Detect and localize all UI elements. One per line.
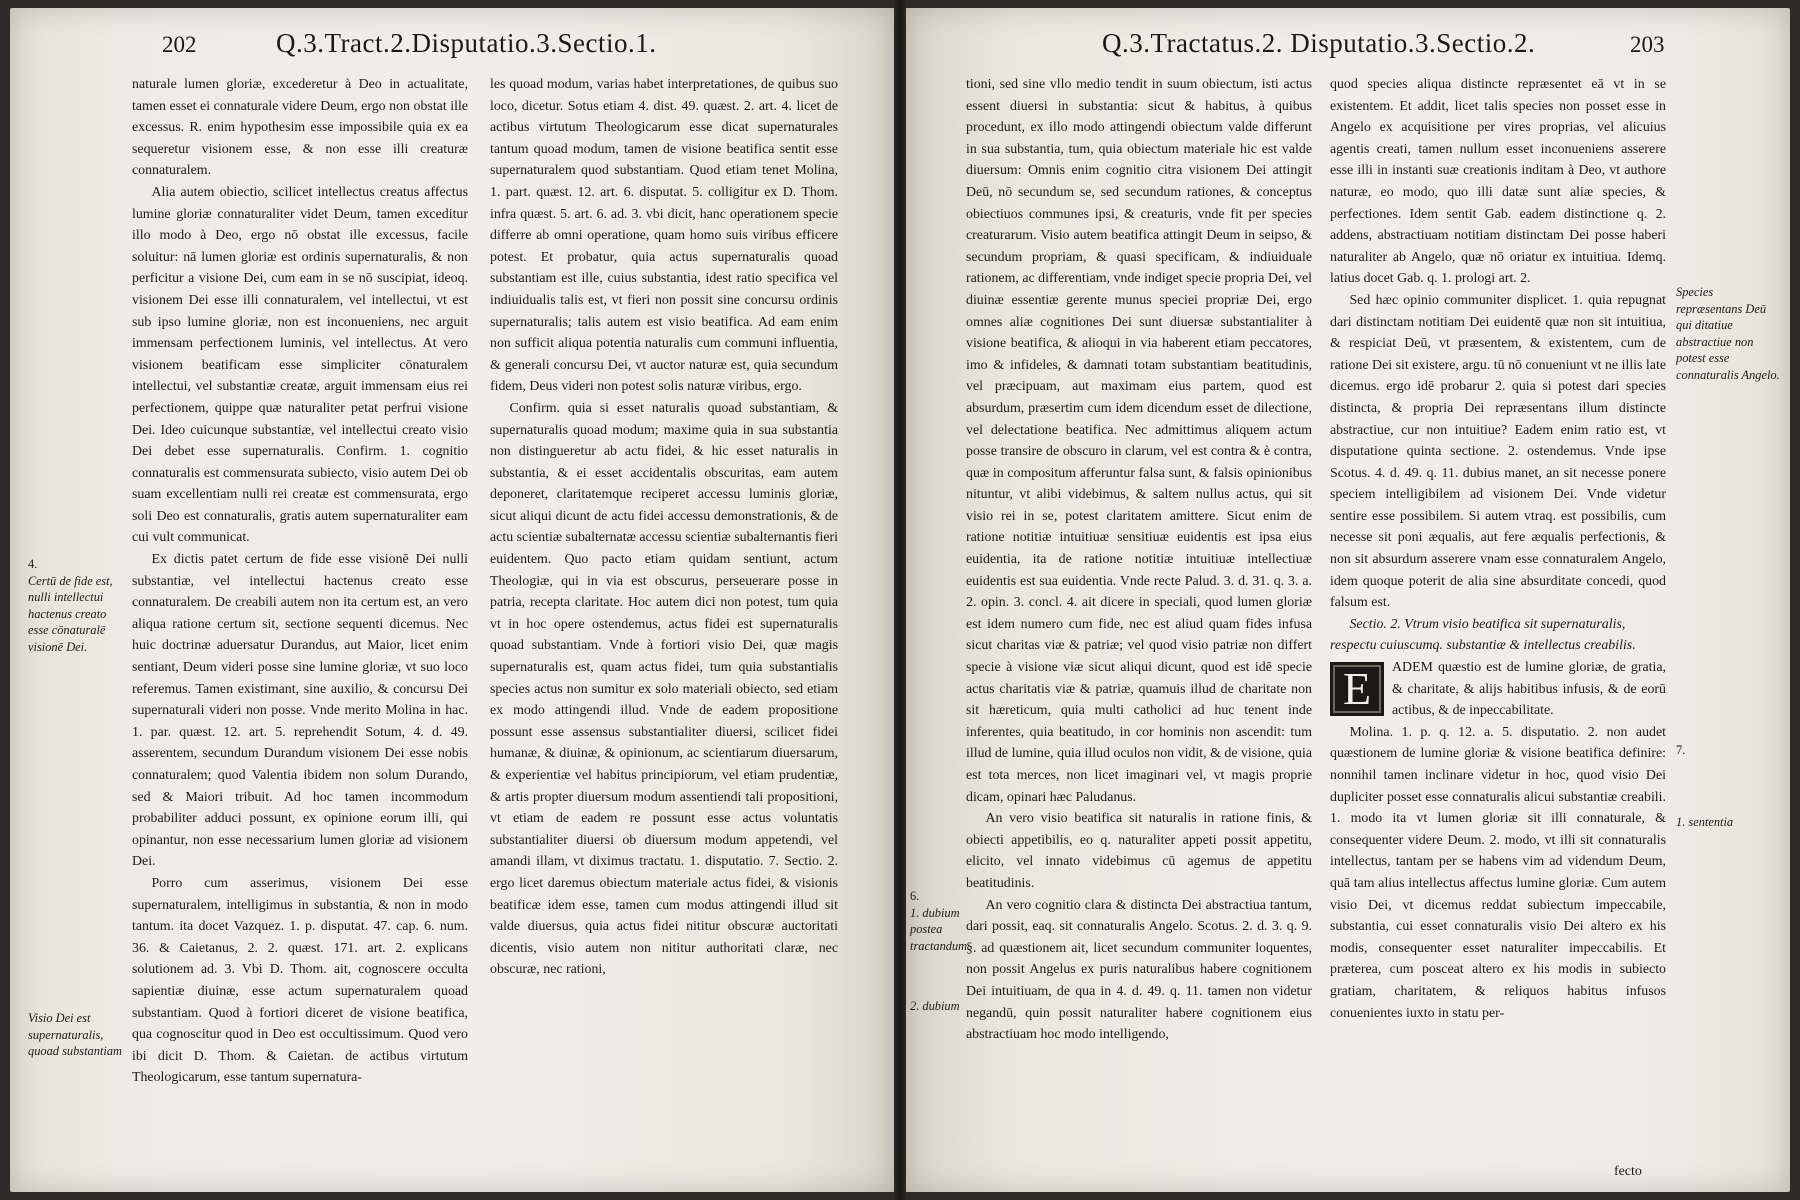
margin-note (28, 1010, 128, 1060)
text-column-left (132, 74, 468, 1089)
text-column-right (490, 74, 838, 981)
text-column-right (1330, 74, 1666, 1024)
margin-note-number: 6. (910, 889, 920, 903)
paragraph: An vero cognitio clara & distincta Dei abstractiua tantum, dari possit, eaq. sit connaturalis Angelo. Scotus. 2. d. 3. q. 9. §. ad quæstionem ait, licet secundum communiter loquentes, non possit Angelus ex puris naturalibus habere cognitionem Dei intuitiuam, de qua in 4. d. 49. q. 11. tamen non videtur negandū, quin possit naturaliter habere cognitionem eius abstractiuam hoc modo intelligendo, (966, 897, 1312, 1043)
paragraph: naturale lumen gloriæ, excederetur à Deo in actualitate, tamen esset ei connaturale videre Deum, ergo non obstat ille excessus. R. enim hypothesim esse impossibile quia ex ea sequeretur visionem esse, & non esse illi creaturæ connaturalem. (132, 77, 468, 179)
margin-note (28, 556, 128, 655)
margin-note (1676, 742, 1780, 759)
margin-note-text: 1. dubium postea tractandum. (910, 905, 971, 953)
paragraph: Ex dictis patet certum de fide esse visionē Dei nulli substantiæ, vel intellectui hactenus creato esse connaturalem. De creabili autem non ita certum est, an vero aliqua ratione certum sit, sectione sequenti dicemus. Nec huic doctrinæ aduersatur Durandus, aut Maior, licet enim sentiant, Deum videri posse sine lumine gloriæ, vt suo loco referemus. Tamen existimant, sine auxilio, & concursu Dei supernaturali videri non posse. Vnde merito Molina in hac. 1. par. quæst. 12. art. 5. reprehendit Sotum, 4. d. 49. asserentem, secundum Durandum visionem Dei esse nobis connaturalem; quod Valentia ibidem non solum Durando, sed & Maiori tribuit. Ad hoc tamen incommodum probabiliter adduci possunt, ex opinione eorum illi, qui opinantur, non esse necessarium lumen gloriæ ad visionem Dei. (132, 552, 468, 870)
text-column-left (966, 74, 1312, 1046)
book-gutter (894, 0, 906, 1200)
right-page (906, 8, 1790, 1192)
running-head: Q.3.Tract.2.Disputatio.3.Sectio.1. (276, 28, 657, 58)
paragraph: les quoad modum, varias habet interpretationes, de quibus suo loco, dicetur. Sotus etiam 4. dist. 49. quæst. 2. art. 4. licet de actibus virtutum Theologicarum esse dicat supernaturales tantum quoad modum, tamen de visione beatifica sentit esse supernaturalem quod substantiam. Quod etiam tenet Molina, 1. part. quæst. 12. art. 6. disputat. 5. colligitur ex D. Thom. infra quæst. 5. art. 6. ad. 3. vbi dicit, hanc operationem specie differre ab omni operatione, quam homo suis viribus efficere potest. Et probatur, quia actus supernaturalis quoad substantiam est ille, cuius substantia, idest ratio specifica vel indiuidualis talis est, vt fieri non possit sine concursu ordinis supernaturalis; talis autem est visio beatifica. Ad eam enim non sufficit aliqua potentia naturalis cum communi influentia, & generali concursu Dei, vt auctor naturæ est, quia secundum fidem, Deus videri non potest solis naturæ viribus, ergo. (490, 77, 838, 395)
margin-note (910, 998, 964, 1015)
paragraph: quod species aliqua distincte repræsentet eā vt in se existentem. Et addit, licet talis species non posset esse in Angelo ex acquisitione per vires proprias, vel alicuius agentis creati, tamen nullum esset inconueniens asserere esse illi in instanti suæ creationis inditam à Deo, vt authore naturæ, eo modo, quo illi datæ sunt aliæ species, & perfectiones. Idem sentit Gab. eadem distinctione q. 2. addens, abstractiuam notitiam distinctam Dei posse haberi naturaliter ab Angelo, quæ nō oriatur ex intuitiua. Idemq. latius docet Gab. q. 1. prologi art. 2. (1330, 77, 1666, 287)
paragraph: Alia autem obiectio, scilicet intellectus creatus affectus lumine gloriæ connaturaliter videt Deum, tamen exceditur illo modo à Deo, ergo nō obstat ille excessus, facile soluitur: nā lumen gloriæ est ordinis supernaturalis, & non perficitur a visione Dei, cum eam in se nō suscipiat, ideoq. visionem Dei esse illi connaturalem, vel intellectui, vt est sub ipso lumine gloriæ, non est inconueniens, nec arguit immensam perfectionem luminis, vel intellectus. At vero visionem beatificam esse simpliciter cōnaturalem intellectui, vel substantiæ creatæ, arguit immensam eius rei perfectionem, quippe quæ naturaliter petat perfrui visione Dei. Ideo cuicunque substantiæ, vel intellectui creato visio Dei debet esse supernaturalis. Confirm. 1. cognitio connaturalis est commensurata subiecto, visio autem Dei ob suam excellentiam nulli rei creatæ est commensurata, ergo soli Deo est connaturalis, gratis autem supernaturaliter eam cui vult communicat. (132, 184, 468, 546)
paragraph: Molina. 1. p. q. 12. a. 5. disputatio. 2. non audet quæstionem de lumine gloriæ & visione beatifica definire: nonnihil tamen inclinare videtur in hoc, quod visio Dei dupliciter posset esse connaturalis alicui substantiæ creabili. 1. modo ita vt lumen gloriæ sit illi connaturale, & consequenter videre Deum. 2. modo, vt illi sit connaturalis intellectus, tantam per se habens vim ad videndum Deum, quā tam alius intellectus affectus lumine gloriæ. Cum autem visio Dei, vt dicemus reddat subiectum impeccabile, substantia, cui esset connaturalis visio Dei altero ex his modis, consequenter esset naturaliter impeccabilis. Et præterea, cum posceat altero ex his modis in subiecto gratiam, charitatem, & reliquos habitus infusos conuenientes iuxto in statu per- (1330, 724, 1666, 1021)
paragraph: Sed hæc opinio communiter displicet. 1. quia repugnat dari distinctam notitiam Dei euidentē quæ non sit intuitiua, & respiciat Deū, vt præsentem, & existentem, cum de ratione Dei sit existere, argu. tū nō conueniunt vt ne illis late dicemus. ergo idē probarur 2. quia si potest dari species distincta, & propria Dei repræsentans illum distincte abstractiue, cur non intuitiue? Eadem enim ratio est, vt disputatione quinta sectione. 2. ostendemus. Vnde ipse Scotus. 4. d. 49. q. 11. dubius manet, an sit necesse ponere speciem intelligibilem ad visionem Dei. Vnde videtur sentire esse possibilem. Si autem vtraq. est possibilis, cum necesse sit poni æqualis, aut fere æqualis perfectionis, & non sit absurdum asserere vnam esse connaturalem Angelo, idem quoque poterit de alia sine absurditate concedi, quod falsum est. (1330, 292, 1666, 611)
section-title: Sectio. 2. Vtrum visio beatifica sit supernaturalis, respectu cuiuscumq. substantiæ & intellectus creabilis. (1330, 616, 1636, 654)
running-head: Q.3.Tractatus.2. Disputatio.3.Sectio.2. (1102, 28, 1536, 58)
page-number: 203 (1630, 32, 1665, 57)
paragraph: An vero visio beatifica sit naturalis in ratione finis, & obiecti appetibilis, eo q. naturaliter appeti possit appetitu, elicito, vel innato videbimus cū agemus de appetitu beatitudinis. (966, 811, 1312, 891)
margin-note (910, 888, 971, 954)
paragraph: tioni, sed sine vllo medio tendit in suum obiectum, isti actus essent diuersi in substantia: sicut & habitus, à quibus procedunt, ex illo modo attingendi obiectum valde differunt in sua substantia, tum, quia obiectum materiale hic est valde diuersum: Omnis enim cognitio citra visionem Dei attingit Deū, nō secundum se, sed secundum rationes, & conceptus obiectiuos communes ipsi, & creaturis, vnde fit per species creaturarum. Visio autem beatifica attingit Deum in seipso, & secundum propriam, & quasi specificam, & indiuiduale rationem, ac differentiam, vnde indiget specie propria Dei, vel diuinæ essentiæ gerente munus speciei propriæ Dei, ergo omnes aliæ cognitiones Dei sunt diuersæ substantialiter à visione beatifica, & alioqui in via haberent etiam peccatores, imo & infideles, & damnati totam substantiam beatitudinis, vel præcipuam, aut maximam eius partem, quod est absurdum, præsertim cum idem dicendum esset de dilectione, vel delectatione beatifica. Nec admittimus aliquem actum posse transire de obscuro in clarum, vel est contra & è contra, quæ in compositum afferuntur falsa sunt, & falsis opinionibus nituntur, vt alibi videbimus, & saltem nullus actus, qui sit visio rei in se, potest claritatem amittere. Sicut enim de ratione notitiæ intuitiuæ sensitiuæ euidentis est ipsa eius euidentia, ita de ratione notitiæ intuitiuæ intellectiuæ euidentis est sua euidentia. Vnde recte Palud. 3. d. 31. q. 3. a. 2. opin. 3. concl. 4. ait dicere in speciali, quod lumen gloriæ est idem numero cum fide, nec est aliud quam fides infusa sicut charitas viæ & patriæ; vel quod visio patriæ non differt specie à visione viæ sicut aliqui dicunt, quod est idē specie actus charitatis viæ & patriæ, quamuis illud de charitate non sit hæreticum, quia multi catholici ad huc tenent inde inferentes, quia beatitudo, in cor hominis non ascendit: tum illud de lumine, quia illud oculos non vidit, & de visione, quia est tota merces, non licet imaginari vel, vt magis proprie dicam, opinari hæc Paludanus. (966, 77, 1312, 805)
margin-note-number: 7. (1676, 743, 1686, 757)
margin-note-text: Certū de fide est, nulli intellectui hactenus creato esse cōnaturalē visionē Dei. (28, 573, 113, 654)
dropcap-initial: E (1330, 662, 1384, 716)
paragraph: Confirm. quia si esset naturalis quoad substantiam, & supernaturalis quoad modum; maxime quia in sua substantia non distingueretur ab actu fidei, & hic esset naturalis in substantia, & ei esset accidentalis obscuritas, eam autem deponeret, claritatemque reciperet accessu luminis gloriæ, sicut aliqui dicunt de actu fidei accessu demonstrationis, & de actu scientiæ subalternatæ accessu scientiæ subalternantis fieri euidentem. Quo pacto etiam quidam sentiunt, actum Theologiæ, qui in via est obscurus, perseuerare posse in patria, recepta claritate. Hoc autem dici non potest, tum quia vt in hoc opere ostendemus, actus fidei est supernaturalis quoad substantiam. Vnde à fortiori visio Dei, quæ magis supernaturalis est, quam actus fidei, tum quia substantialis species actus non sumitur ex solo materiali obiecto, sed etiam ex modo attingendi illud. Vnde de eadem propositione possunt esse assensus substantialiter diuersi, scilicet fidei humanæ, & diuinæ, & opinionum, ac scientiarum diuersarum, & experientiæ vel habitus principiorum, vel etiam prudentiæ, & artis propter diuersum modum assentiendi tali propositioni, vt etiam de eadem re possunt esse actus voluntatis substantialiter diuersi ob diuersum modum appetendi, vel amandi illam, vt diximus tractatu. 1. disputatio. 7. Sectio. 2. ergo licet daremus obiectum materiale actus fidei, & visionis beatificæ idem esse, tamen cum modus attingendi illud sit valde diuersus, quia actus fidei nititur obscuræ auctoritati dicentis, visio autem non nititur authoritati claræ, nec obscuræ, nec rationi, (490, 400, 838, 978)
margin-note-text: Species repræsentans Deū qui ditatiue abstractiue non potest esse connaturalis Angelo. (1676, 285, 1780, 382)
section-text: ADEM quæstio est de lumine gloriæ, de gratia, & charitate, & alijs habitibus infusis, & de eorū actibus, & de inpeccabilitate. (1392, 660, 1666, 719)
section-paragraph (1330, 657, 1666, 722)
catchword: fecto (1614, 1164, 1642, 1179)
margin-note-number: 4. (28, 557, 38, 571)
page-number: 202 (162, 32, 197, 57)
left-page (10, 8, 894, 1192)
margin-note-text: 2. dubium (910, 999, 960, 1013)
margin-note-text: 1. sententia (1676, 815, 1734, 829)
paragraph: Porro cum asserimus, visionem Dei esse supernaturalem, intelligimus in substantia, & non in modo tantum. ita docet Vazquez. 1. p. disputat. 47. cap. 6. num. 36. & Caietanus, 2. 2. quæst. 171. art. 2. explicans solutionem ad. 3. Vbi D. Thom. ait, cognoscere occulta sapientiæ diuinæ, esse actum supernaturalem quoad substantiam. Quod à fortiori diceret de visione beatifica, qua cognoscitur quod in Deo est occultissimum. Quod vero ibi dicit D. Thom. & Caietan. de actibus virtutum Theologicarum, esse tantum supernatura- (132, 875, 468, 1086)
margin-note-text: Visio Dei est supernaturalis, quoad substantiam (28, 1011, 122, 1058)
margin-note (1676, 814, 1780, 831)
margin-note (1676, 284, 1780, 383)
